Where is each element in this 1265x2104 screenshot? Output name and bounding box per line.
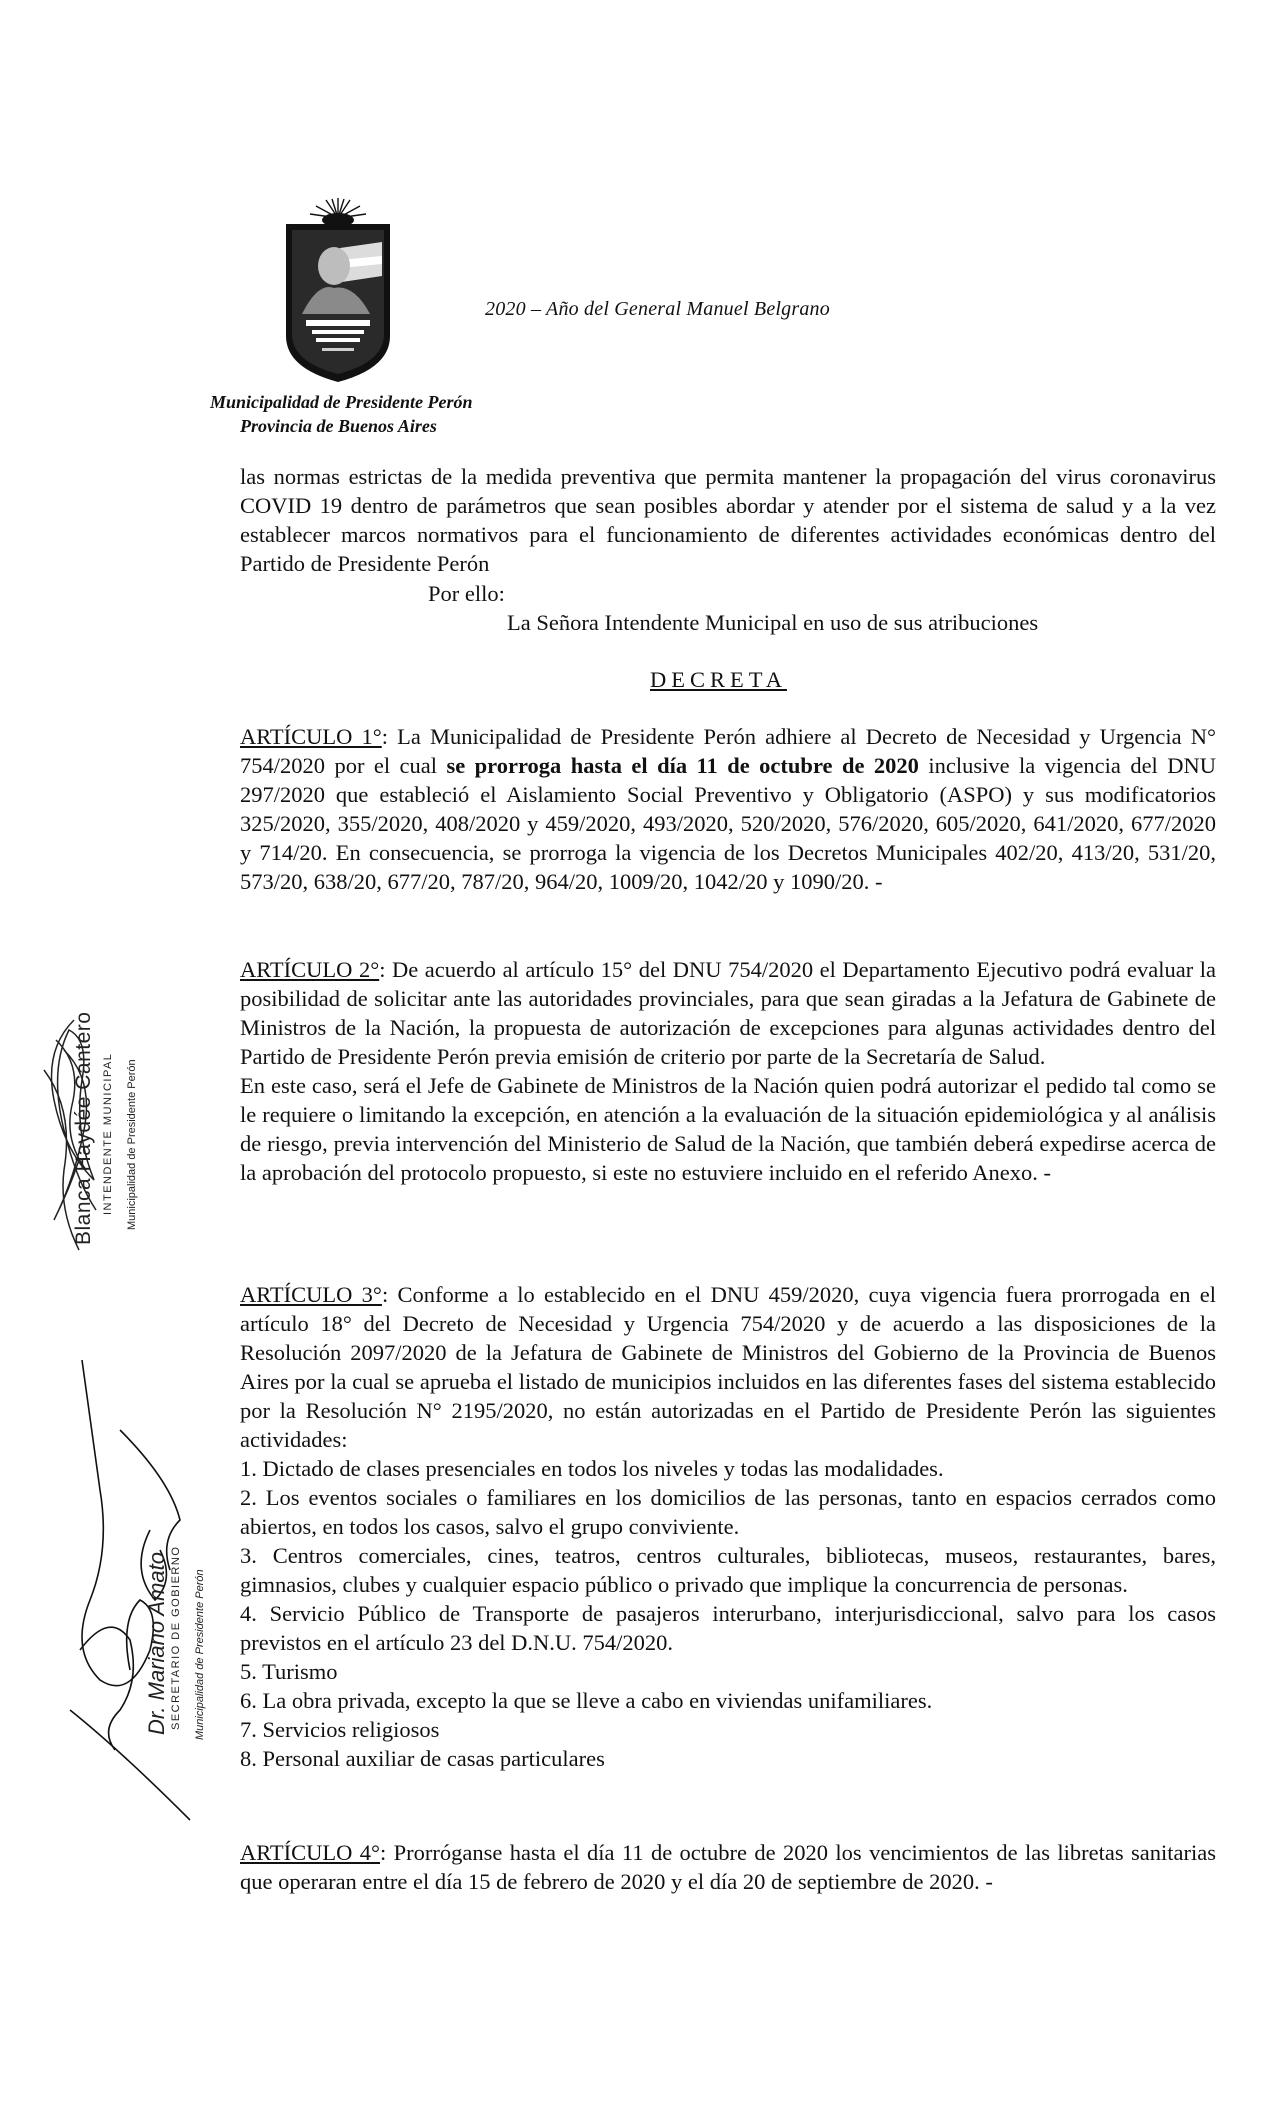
article-3-item: 1. Dictado de clases presenciales en todos los niveles y todas las modalidades. xyxy=(240,1456,944,1481)
intendente-stamp-name: Blanca Haydée Cantero xyxy=(72,1011,95,1245)
article-3-item: 6. La obra privada, excepto la que se lleve a cabo en viviendas unifamiliares. xyxy=(240,1688,933,1713)
article-2 xyxy=(240,955,1216,1187)
institution-name: Municipalidad de Presidente Perón xyxy=(210,392,473,412)
article-3-item: 3. Centros comerciales, cines, teatros, centros culturales, bibliotecas, museos, restaurantes, bares, gimnasios, clubes y cualquier espacio público o privado que implique la concurrencia de personas. xyxy=(240,1543,1216,1597)
article-3-item: 7. Servicios religiosos xyxy=(240,1717,440,1742)
secretario-stamp-role: SECRETARIO DE GOBIERNO xyxy=(170,1545,182,1730)
article-3-item: 2. Los eventos sociales o familiares en los domicilios de las personas, tanto en espacios cerrados como abiertos, en todos los casos, salvo el grupo conviviente. xyxy=(240,1485,1216,1539)
article-2-text-continued: En este caso, será el Jefe de Gabinete de Ministros de la Nación quien podrá autorizar el pedido tal como se le requiere o limitando la excepción, en atención a la evaluación de la situación epidemiológica y al análisis de riesgo, previa intervención del Ministerio de Salud de la Nación, que también deberá expedirse acerca de la aprobación del protocolo propuesto, si este no estuviere incluido en el referido Anexo. - xyxy=(240,1073,1216,1185)
secretario-stamp-municipality: Municipalidad de Presidente Perón xyxy=(194,1569,206,1740)
decreta-heading: DECRETA xyxy=(650,667,787,692)
province-name: Provincia de Buenos Aires xyxy=(240,416,437,436)
article-1-label: ARTÍCULO 1° xyxy=(240,724,382,749)
article-2-label: ARTÍCULO 2° xyxy=(240,957,380,982)
year-motto: 2020 – Año del General Manuel Belgrano xyxy=(485,298,830,320)
intro-paragraph: las normas estrictas de la medida preventiva que permita mantener la propagación del virus coronavirus COVID 19 dentro de parámetros que sean posibles abordar y atender por el sistema de salud y a la vez establecer marcos normativos para el funcionamiento de diferentes actividades económicas dentro del Partido de Presidente Perón xyxy=(240,464,1216,576)
article-4-text: : Prorróganse hasta el día 11 de octubre de 2020 los vencimientos de las libretas sanitarias que operaran entre el día 15 de febrero de 2020 y el día 20 de septiembre de 2020. - xyxy=(240,1840,1217,1894)
article-3-item: 8. Personal auxiliar de casas particulares xyxy=(240,1746,605,1771)
article-1 xyxy=(240,722,1216,896)
municipal-crest-logo xyxy=(282,196,394,384)
article-4 xyxy=(240,1838,1216,1896)
intendente-stamp-municipality: Municipalidad de Presidente Perón xyxy=(126,1059,138,1230)
authority-line: La Señora Intendente Municipal en uso de sus atribuciones xyxy=(507,610,1039,635)
por-ello-line: Por ello: xyxy=(428,581,505,606)
secretario-stamp-name: Dr. Mariano Amato xyxy=(144,1552,169,1735)
article-4-label: ARTÍCULO 4° xyxy=(240,1840,381,1865)
article-3-item: 4. Servicio Público de Transporte de pasajeros interurbano, interjurisdiccional, salvo para los casos previstos en el artículo 23 del D.N.U. 754/2020. xyxy=(240,1601,1216,1655)
intendente-stamp-role: INTENDENTE MUNICIPAL xyxy=(102,1052,114,1215)
article-3-label: ARTÍCULO 3° xyxy=(240,1282,382,1307)
article-1-text-bold: se prorroga hasta el día 11 de octubre de 2020 xyxy=(446,753,919,778)
article-3 xyxy=(240,1280,1216,1773)
secretario-signature xyxy=(60,1350,210,1830)
article-1-text-pre: : La Municipalidad de Presidente Perón adhiere al Decreto de Necesidad y Urgencia N° 754/2020 por el cual xyxy=(240,724,1217,778)
article-3-text: : Conforme a lo establecido en el DNU 459/2020, cuya vigencia fuera prorrogada en el artículo 18° del Decreto de Necesidad y Urgencia 754/2020 y de acuerdo a las disposiciones de la Resolución 2097/2020 de la Jefatura de Gabinete de Ministros del Gobierno de la Provincia de Buenos Aires por la cual se aprueba el listado de municipios incluidos en las diferentes fases del sistema establecido por la Resolución N° 2195/2020, no están autorizadas en el Partido de Presidente Perón las siguientes actividades: xyxy=(240,1282,1217,1452)
article-2-text: : De acuerdo al artículo 15° del DNU 754/2020 el Departamento Ejecutivo podrá evaluar la posibilidad de solicitar ante las autoridades provinciales, para que sean giradas a la Jefatura de Gabinete de Ministros de la Nación, la propuesta de autorización de excepciones para algunas actividades dentro del Partido de Presidente Perón previa emisión de criterio por parte de la Secretaría de Salud. xyxy=(240,957,1216,1069)
article-1-text-post: inclusive la vigencia del DNU 297/2020 que estableció el Aislamiento Social Preventivo y Obligatorio (ASPO) y sus modificatorios 325/2020, 355/2020, 408/2020 y 459/2020, 493/2020, 520/2020, 576/2020, 605/2020, 641/2020, 677/2020 y 714/20. En consecuencia, se prorroga la vigencia de los Decretos Municipales 402/20, 413/20, 531/20, 573/20, 638/20, 677/20, 787/20, 964/20, 1009/20, 1042/20 y 1090/20. - xyxy=(240,753,1216,894)
article-3-item: 5. Turismo xyxy=(240,1659,338,1684)
